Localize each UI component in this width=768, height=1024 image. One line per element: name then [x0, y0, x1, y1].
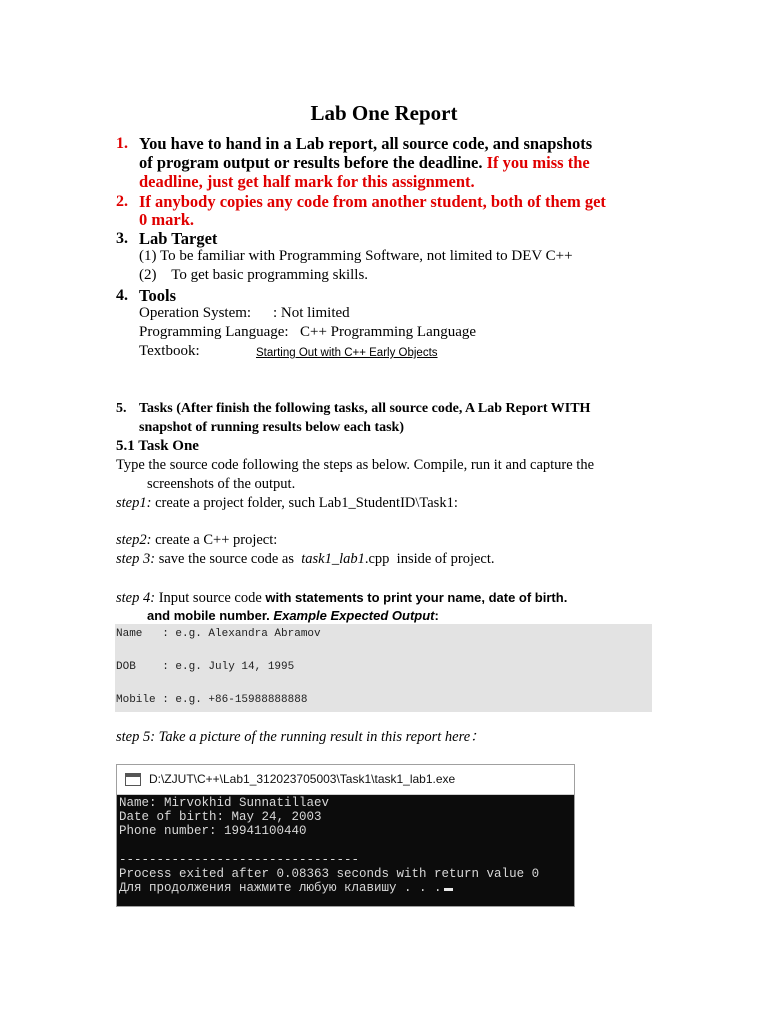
- example-output-box: [115, 624, 652, 712]
- item-3-number: 3.: [116, 230, 128, 247]
- item-4-number: 4.: [116, 287, 128, 304]
- terminal-prompt-line: Для продолжения нажмите любую клавишу . . .: [119, 881, 453, 895]
- step-5: step 5: Take a picture of the running result in this report here：: [116, 729, 485, 745]
- os-label: Operation System:: [139, 305, 252, 321]
- item-1-line-2: of program output or results before the deadline. If you miss the: [139, 153, 590, 172]
- item-2-line-2: 0 mark.: [139, 210, 194, 229]
- step-1: step1: create a project folder, such Lab1_StudentID\Task1:: [116, 495, 458, 511]
- example-output-dob: DOB : e.g. July 14, 1995: [116, 661, 295, 673]
- task-description-1: Type the source code following the steps as below. Compile, run it and capture the: [116, 457, 595, 473]
- textbook-link[interactable]: Starting Out with C++ Early Objects: [256, 347, 438, 359]
- terminal-line: Date of birth: May 24, 2003: [119, 810, 322, 824]
- item-5-line-1: Tasks (After finish the following tasks, all source code, A Lab Report WITH: [139, 401, 591, 416]
- terminal-line: --------------------------------: [119, 853, 360, 867]
- step-3: step 3: save the source code as task1_lab1.cpp inside of project.: [116, 551, 495, 567]
- terminal-screenshot: [116, 764, 575, 907]
- item-4-heading: Tools: [139, 286, 176, 305]
- item-1-line-1: You have to hand in a Lab report, all source code, and snapshots: [139, 134, 593, 153]
- language-label: Programming Language:: [139, 324, 289, 340]
- item-3-sub-1: (1) To be familiar with Programming Software, not limited to DEV C++: [139, 248, 573, 264]
- item-5-number: 5.: [116, 401, 127, 416]
- item-3-sub-2: (2) To get basic programming skills.: [139, 267, 369, 283]
- item-1-line-3: deadline, just get half mark for this assignment.: [139, 172, 475, 191]
- example-output-name: Name : e.g. Alexandra Abramov: [116, 628, 321, 640]
- item-2-line-1: If anybody copies any code from another student, both of them get: [139, 192, 606, 211]
- item-3-heading: Lab Target: [139, 229, 218, 248]
- console-app-icon: [125, 773, 141, 786]
- terminal-titlebar: [117, 765, 574, 795]
- step-4-line-2: and mobile number. Example Expected Output:: [147, 608, 439, 623]
- os-value: : Not limited: [273, 305, 350, 321]
- task-description-2: screenshots of the output.: [147, 476, 296, 492]
- item-2-number: 2.: [116, 193, 128, 210]
- step-4-line-1: step 4: Input source code with statements to print your name, date of birth.: [116, 590, 568, 606]
- terminal-line: Name: Mirvokhid Sunnatillaev: [119, 796, 330, 810]
- example-output-mobile: Mobile : e.g. +86-15988888888: [116, 694, 308, 706]
- textbook-label: Textbook:: [139, 343, 200, 359]
- terminal-line: Phone number: 19941100440: [119, 824, 307, 838]
- document-title: Lab One Report: [310, 101, 458, 125]
- terminal-title: D:\ZJUT\C++\Lab1_312023705003\Task1\task1_lab1.exe: [149, 772, 456, 786]
- task-one-heading: 5.1 Task One: [116, 438, 199, 454]
- terminal-cursor: [444, 888, 453, 891]
- terminal-line: Process exited after 0.08363 seconds with return value 0: [119, 867, 540, 881]
- step-2: step2: create a C++ project:: [116, 532, 278, 548]
- item-5-line-2: snapshot of running results below each task): [139, 420, 405, 435]
- language-value: C++ Programming Language: [300, 324, 477, 340]
- item-1-number: 1.: [116, 135, 128, 152]
